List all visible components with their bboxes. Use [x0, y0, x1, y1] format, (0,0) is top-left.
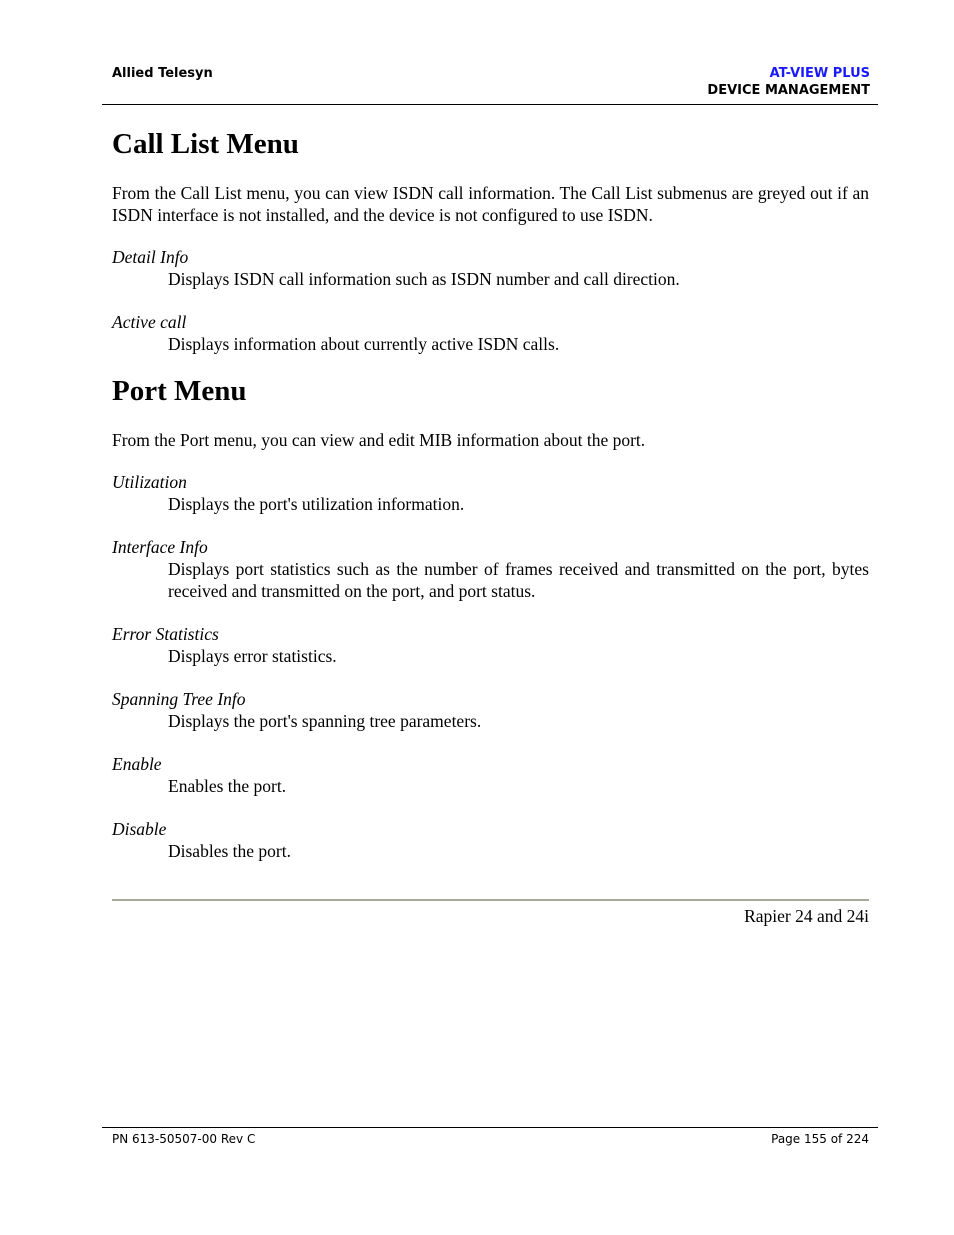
desc-enable: Enables the port.: [168, 776, 287, 796]
desc-interface-info: Displays port statistics such as the number of frames received and transmitted on the port, bytes received and transmitted on the port, and port status.: [168, 559, 869, 601]
term-utilization: Utilization: [112, 472, 187, 492]
term-spanning-tree-info: Spanning Tree Info: [112, 689, 246, 709]
term-enable: Enable: [112, 754, 162, 774]
port-menu-heading: Port Menu: [112, 375, 247, 407]
page-content: [112, 126, 869, 883]
port-menu-intro: From the Port menu, you can view and edit MIB information about the port.: [112, 430, 646, 450]
term-interface-info: Interface Info: [112, 537, 208, 557]
desc-spanning-tree-info: Displays the port's spanning tree parameters.: [168, 711, 482, 731]
desc-detail-info: Displays ISDN call information such as ISDN number and call direction.: [168, 269, 680, 289]
term-error-statistics: Error Statistics: [112, 624, 219, 644]
footer-product-name: Rapier 24 and 24i: [744, 906, 869, 926]
term-disable: Disable: [112, 819, 167, 839]
page-number: Page 155 of 224: [771, 1132, 869, 1146]
desc-active-call: Displays information about currently active ISDN calls.: [168, 334, 560, 354]
desc-utilization: Displays the port's utilization information.: [168, 494, 465, 514]
call-list-heading: Call List Menu: [112, 128, 299, 160]
part-number: PN 613-50507-00 Rev C: [112, 1132, 256, 1146]
page-header: [102, 62, 878, 105]
company-name: Allied Telesyn: [112, 66, 213, 81]
call-list-intro: From the Call List menu, you can view ISDN call information. The Call List submenus are greyed out if an ISDN interface is not installed, and the device is not configured to use ISDN.: [112, 183, 869, 225]
footer-divider: [112, 899, 869, 901]
desc-error-statistics: Displays error statistics.: [168, 646, 337, 666]
bottom-divider: [102, 1127, 878, 1128]
section-name: DEVICE MANAGEMENT: [707, 83, 870, 98]
product-name: AT-VIEW PLUS: [769, 66, 870, 81]
term-detail-info: Detail Info: [112, 247, 189, 267]
desc-disable: Disables the port.: [168, 841, 291, 861]
term-active-call: Active call: [112, 312, 187, 332]
